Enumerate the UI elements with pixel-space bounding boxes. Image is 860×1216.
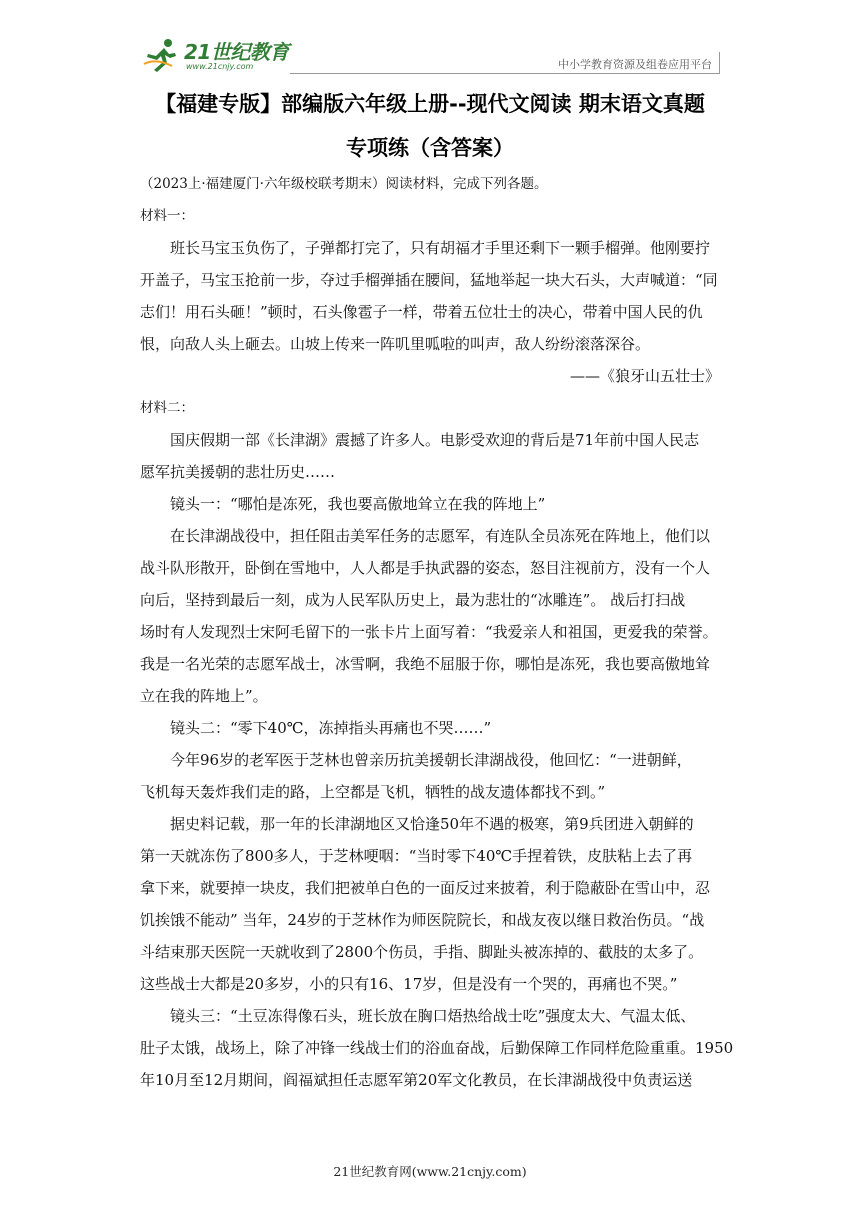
logo-text: 21世纪教育 [184, 40, 289, 64]
shot2-line: 第一天就冻伤了800多人，于芝林哽咽：“当时零下40℃手捏着铁，皮肤粘上去了再 [140, 847, 693, 865]
material1-line: 恨，向敌人头上砸去。山坡上传来一阵叽里呱啦的叫声，敌人纷纷滚落深谷。 [140, 335, 651, 353]
shot1-line: 立在我的阵地上”。 [140, 687, 268, 705]
material1-line: 班长马宝玉负伤了，子弹都打完了，只有胡福才手里还剩下一颗手榴弹。他刚要拧 [170, 239, 711, 257]
logo [140, 32, 300, 76]
shot2-line: 饥挨饿不能动” 当年，24岁的于芝林作为师医院院长，和战友夜以继日救治伤员。“战 [140, 911, 705, 929]
document-body [140, 168, 734, 1096]
shot1-line: 场时有人发现烈士宋阿毛留下的一张卡片上面写着：“我爱亲人和祖国，更爱我的荣誉。 [140, 623, 718, 641]
material2-line: 国庆假期一部《长津湖》震撼了许多人。电影受欢迎的背后是71年前中国人民志 [170, 431, 700, 449]
shot2-line: 据史料记载，那一年的长津湖地区又恰逢50年不遇的极寒，第9兵团进入朝鲜的 [170, 815, 694, 833]
shot1-line: 战斗队形散开，卧倒在雪地中，人人都是手执武器的姿态，怒目注视前方，没有一个人 [140, 559, 711, 577]
shot2-line: 今年96岁的老军医于芝林也曾亲历抗美援朝长津湖战役，他回忆：“一进朝鲜， [170, 751, 692, 769]
shot2-line: 拿下来，就要掉一块皮，我们把被单白色的一面反过来披着，利于隐蔽卧在雪山中，忍 [140, 879, 711, 897]
document-title-line2: 专项练（含答案） [346, 136, 514, 160]
shot1-title: 镜头一：“哪怕是冻死，我也要高傲地耸立在我的阵地上” [170, 495, 546, 513]
header-rule [290, 73, 720, 74]
logo-url: www.21cnjy.com [186, 62, 254, 71]
document-title-line1: 【福建专版】部编版六年级上册--现代文阅读 期末语文真题 [155, 92, 705, 116]
shot3-line: 肚子太饿，战场上，除了冲锋一线战士们的浴血奋战，后勤保障工作同样危险重重。1950 [140, 1039, 734, 1057]
header-rule-end [719, 52, 720, 73]
shot3-line: 镜头三：“土豆冻得像石头，班长放在胸口焐热给战士吃”强度太大、气温太低、 [170, 1007, 696, 1025]
material2-label: 材料二： [140, 400, 194, 416]
shot2-title: 镜头二：“零下40℃，冻掉指头再痛也不哭……” [170, 719, 492, 737]
shot1-line: 在长津湖战役中，担任阻击美军任务的志愿军，有连队全员冻死在阵地上，他们以 [170, 527, 711, 545]
platform-label: 中小学教育资源及组卷应用平台 [558, 58, 712, 71]
shot2-line: 斗结束那天医院一天就收到了2800个伤员，手指、脚趾头被冻掉的、截肢的太多了。 [140, 943, 704, 961]
shot3-line: 年10月至12月期间，阎福斌担任志愿军第20军文化教员，在长津湖战役中负责运送 [140, 1071, 693, 1089]
shot2-line: 这些战士大都是20多岁，小的只有16、17岁，但是没有一个哭的，再痛也不哭。” [140, 975, 678, 993]
material1-line: 开盖子，马宝玉抢前一步，夺过手榴弹插在腰间，猛地举起一块大石头，大声喊道：“同 [140, 271, 718, 289]
intro-text: （2023上·福建厦门·六年级校联考期末）阅读材料，完成下列各题。 [140, 176, 548, 192]
page-footer: 21世纪教育网(www.21cnjy.com) [333, 1164, 527, 1179]
shot1-line: 我是一名光荣的志愿军战士，冰雪啊，我绝不屈服于你，哪怕是冻死，我也要高傲地耸 [140, 655, 711, 673]
page-header [140, 32, 720, 76]
material2-line: 愿军抗美援朝的悲壮历史…… [140, 463, 336, 481]
material1-source: ——《狼牙山五壮士》 [569, 367, 720, 385]
material1-label: 材料一： [140, 208, 194, 224]
shot1-line: 向后，坚持到最后一刻，成为人民军队历史上，最为悲壮的“冰雕连”。 战后打扫战 [140, 591, 686, 609]
runner-logo-icon [142, 38, 182, 72]
shot2-line: 飞机每天轰炸我们走的路，上空都是飞机，牺牲的战友遗体都找不到。” [140, 783, 606, 801]
material1-line: 志们！用石头砸！”顿时，石头像雹子一样，带着五位壮士的决心，带着中国人民的仇 [140, 303, 703, 321]
